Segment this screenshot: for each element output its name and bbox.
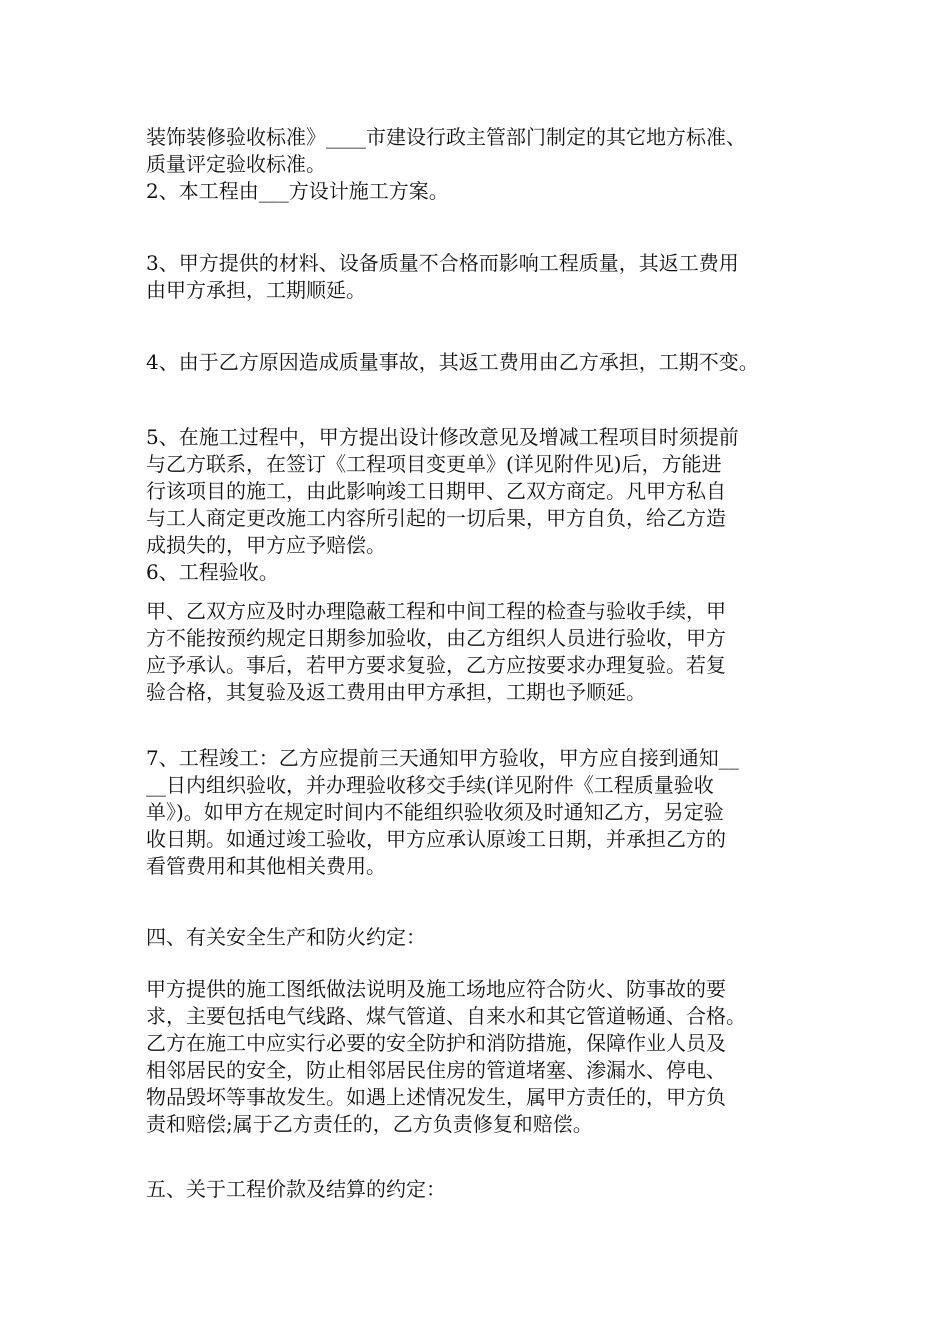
paragraph-item-5: 5、在施工过程中，甲方提出设计修改意见及增减工程项目时须提前 与乙方联系，在签订《工程项目变更单》(详见附件见)后，方能进 行该项目的施工，由此影响竣工日期甲、乙双方商定。凡甲方私自 与工人商定更改施工内容所引起的一切后果，甲方自负，给乙方造 成损失的，甲方应予赔偿。 xyxy=(146,425,739,557)
paragraph-acceptance: 甲、乙双方应及时办理隐蔽工程和中间工程的检查与验收手续，甲 方不能按预约规定日期参加验收，由乙方组织人员进行验收，甲方 应予承认。事后，若甲方要求复验，乙方应按要求办理复验。若复 验合格，其复验及返工费用由甲方承担，工期也予顺延。 xyxy=(146,599,726,704)
paragraph-item-6: 6、工程验收。 xyxy=(146,560,279,584)
paragraph-safety: 甲方提供的施工图纸做法说明及施工场地应符合防火、防事故的要 求，主要包括电气线路、煤气管道、自来水和其它管道畅通、合格。 乙方在施工中应实行必要的安全防护和消防措施，保障作业人员及 相邻居民的安全，防止相邻居民住房的管道堵塞、渗漏水、停电、 物品毁坏等事故发生。如遇上述情况发生，属甲方责任的，甲方负 责和赔偿;属于乙方责任的，乙方负责修复和赔偿。 xyxy=(146,977,746,1136)
paragraph-item-7: 7、工程竣工：乙方应提前三天通知甲方验收，甲方应自接到通知__ __日内组织验收，并办理验收移交手续(详见附件《工程质量验收 单》)。如甲方在规定时间内不能组织验收须及时通知乙方，另定验 收日期。如通过竣工验收，甲方应承认原竣工日期，并承担乙方的 看管费用和其他相关费用。 xyxy=(146,746,739,878)
paragraph-item-4: 4、由于乙方原因造成质量事故，其返工费用由乙方承担，工期不变。 xyxy=(146,350,759,374)
paragraph-standards: 装饰装修验收标准》____市建设行政主管部门制定的其它地方标准、 质量评定验收标准。 xyxy=(146,125,746,176)
section-heading-safety: 四、有关安全生产和防火约定： xyxy=(146,925,426,949)
paragraph-item-3: 3、甲方提供的材料、设备质量不合格而影响工程质量，其返工费用 由甲方承担，工期顺延。 xyxy=(146,251,739,302)
section-heading-payment: 五、关于工程价款及结算的约定： xyxy=(146,1177,446,1201)
paragraph-item-2: 2、本工程由___方设计施工方案。 xyxy=(146,179,449,203)
